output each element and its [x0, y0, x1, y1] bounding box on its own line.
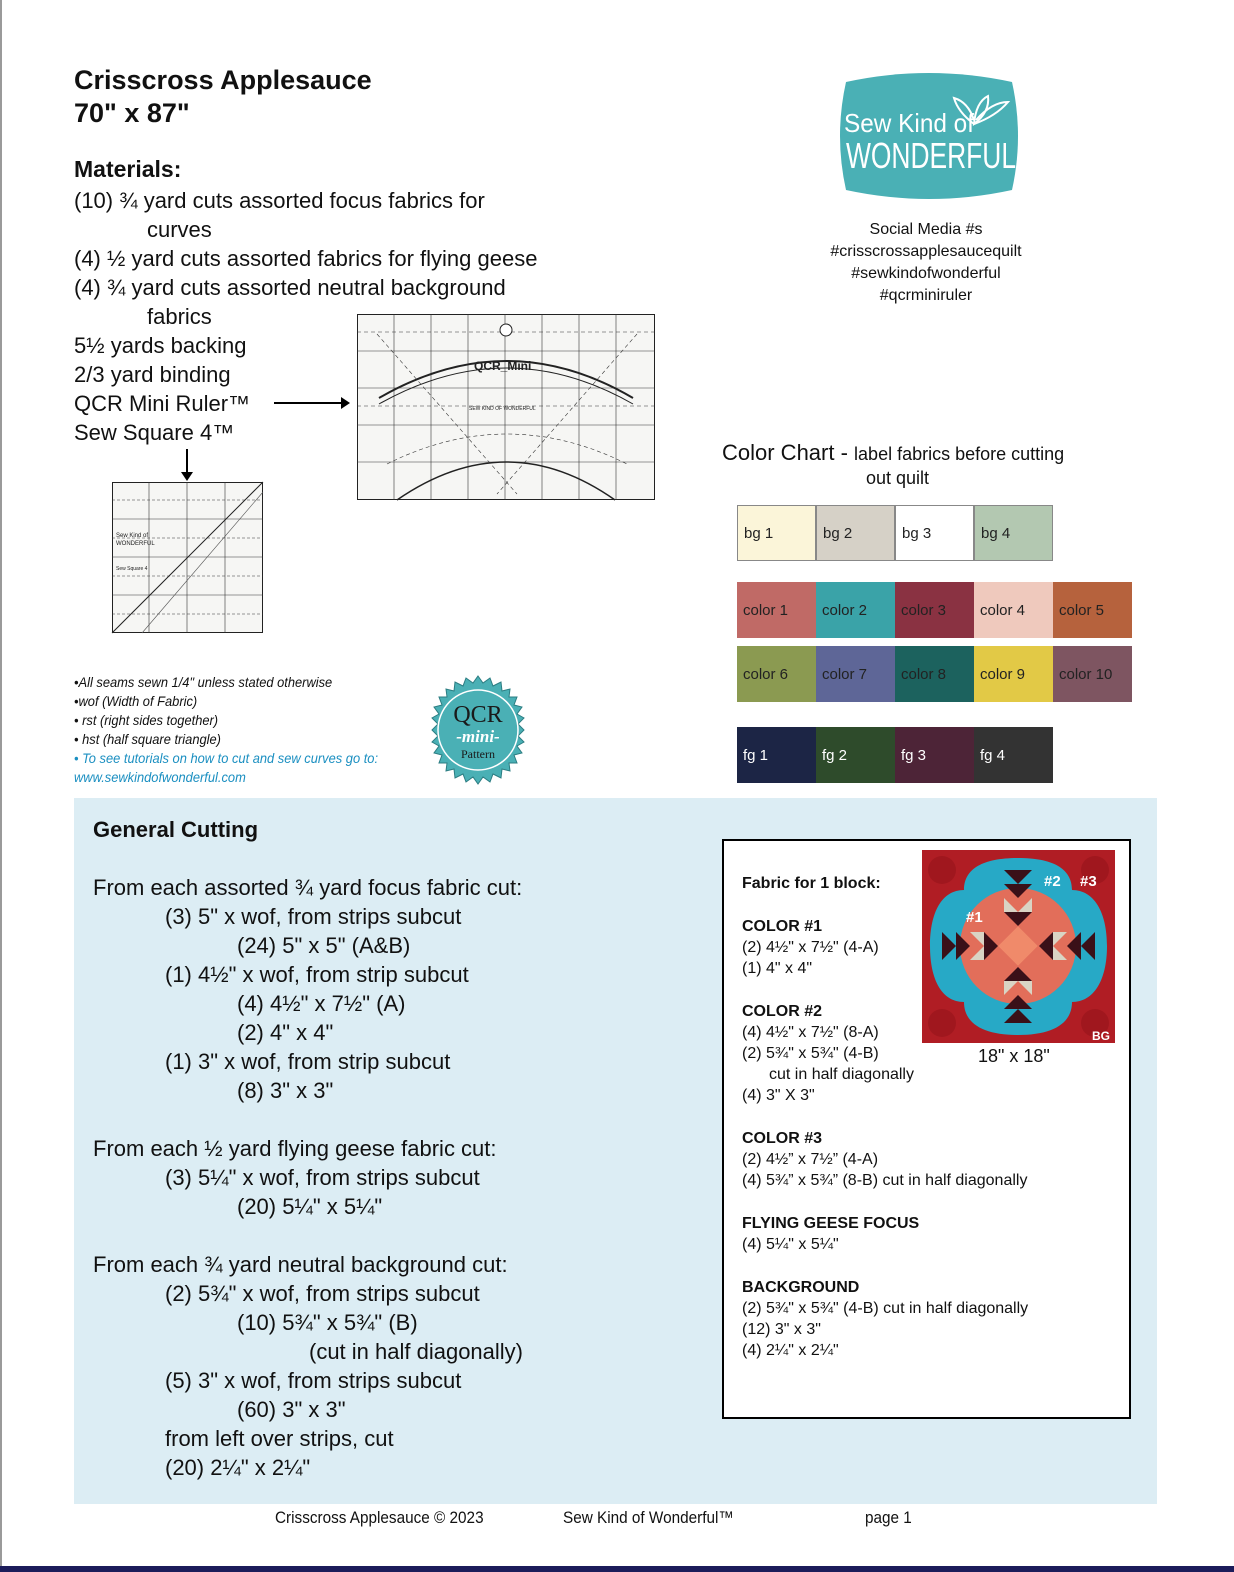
materials-heading: Materials: [74, 156, 182, 182]
block-section-title: COLOR #3 [742, 1130, 823, 1147]
materials-item: (10) ¾ yard cuts assorted focus fabrics for [74, 188, 485, 213]
block-section-title: FLYING GEESE FOCUS [742, 1215, 920, 1232]
hashtag: #crisscrossapplesaucequilt [830, 243, 1022, 260]
page-border-bottom [0, 1566, 1234, 1572]
hashtag: #qcrminiruler [879, 287, 973, 304]
cutting-line: (1) 4½" x wof, from strip subcut [165, 962, 469, 987]
badge-line3: Pattern [461, 747, 495, 761]
materials-item: QCR Mini Ruler™ [74, 391, 251, 416]
arrow-right-icon [274, 402, 346, 404]
spacer [93, 1221, 713, 1250]
color-swatch: bg 2 [816, 505, 895, 561]
block-section-title: BACKGROUND [742, 1279, 860, 1296]
color-swatch: color 6 [737, 646, 816, 702]
color-swatch: color 8 [895, 646, 974, 702]
color-chart-title [722, 440, 1064, 466]
spacer [93, 1105, 713, 1134]
spacer [742, 1255, 1122, 1277]
cutting-line: (20) 2¼" x 2¼" [165, 1455, 311, 1480]
badge-line2: -mini- [456, 727, 500, 746]
cutting-line: (10) 5¾" x 5¾" (B) [237, 1310, 418, 1335]
block-cut-line: (2) 5¾" x 5¾" (4-B) [742, 1045, 879, 1062]
color-swatch: color 10 [1053, 646, 1132, 702]
footer-copyright: Crisscross Applesauce © 2023 [275, 1508, 484, 1527]
block-cut-line: (2) 4½” x 7½” (4-A) [742, 1151, 879, 1168]
color-chart-heading: Color Chart - [722, 440, 855, 465]
color-swatch: bg 4 [974, 505, 1053, 561]
cutting-line: (3) 5" x wof, from strips subcut [165, 904, 462, 929]
cutting-line: (2) 5¾" x wof, from strips subcut [165, 1281, 480, 1306]
materials-item: fabrics [147, 304, 212, 329]
badge-line1: QCR [453, 702, 503, 728]
color-swatch: color 1 [737, 582, 816, 638]
footer-brand: Sew Kind of Wonderful™ [563, 1508, 734, 1527]
tutorial-note: • To see tutorials on how to cut and sew curves go to: [74, 750, 379, 766]
quilt-block-image [922, 850, 1115, 1043]
cutting-line: (24) 5" x 5" (A&B) [237, 933, 411, 958]
social-heading: Social Media #s [869, 221, 983, 238]
color-swatch: bg 1 [737, 505, 816, 561]
arrow-down-icon [186, 449, 188, 475]
block-section-title: COLOR #1 [742, 918, 823, 935]
qcr-mini-pattern-badge [424, 676, 532, 784]
page-border [0, 0, 2, 1572]
color-swatch: color 7 [816, 646, 895, 702]
block-size: 18" x 18" [978, 1046, 1050, 1066]
color-swatch: color 4 [974, 582, 1053, 638]
color-chart-subtitle: label fabrics before cutting [854, 444, 1065, 464]
block-heading: Fabric for 1 block: [742, 875, 881, 892]
note-item: • hst (half square triangle) [74, 731, 221, 747]
tutorial-link[interactable]: www.sewkindofwonderful.com [74, 769, 246, 785]
cutting-line: (3) 5¼" x wof, from strips subcut [165, 1165, 480, 1190]
materials-item: Sew Square 4™ [74, 420, 235, 445]
color-swatch: fg 4 [974, 727, 1053, 783]
materials-item: (4) ¾ yard cuts assorted neutral background [74, 275, 506, 300]
color-swatch: bg 3 [895, 505, 974, 561]
logo-line2: WONDERFUL [846, 135, 1016, 176]
pattern-name: Crisscross Applesauce [74, 65, 372, 95]
color-swatch: color 5 [1053, 582, 1132, 638]
block-cut-line: (4) 5¾” x 5¾” (8-B) cut in half diagonally [742, 1172, 1028, 1189]
general-cutting-list [93, 873, 713, 1482]
color-chart-subtitle-2: out quilt [866, 468, 930, 488]
block-label-1: #1 [966, 909, 983, 926]
block-cut-line: (4) 2¼" x 2¼" [742, 1342, 839, 1359]
color-swatch: color 9 [974, 646, 1053, 702]
note-item: •All seams sewn 1/4" unless stated otherwise [74, 674, 333, 690]
note-item: •wof (Width of Fabric) [74, 693, 198, 709]
cutting-group-heading: From each ½ yard flying geese fabric cut: [93, 1136, 497, 1161]
cutting-line: (2) 4" x 4" [237, 1020, 334, 1045]
notes [74, 673, 387, 787]
cutting-line: from left over strips, cut [165, 1426, 394, 1451]
block-label-3: #3 [1080, 873, 1097, 890]
ruler-brand: SEW KIND OF WONDERFUL [469, 406, 536, 412]
cutting-line: (1) 3" x wof, from strip subcut [165, 1049, 451, 1074]
footer-page-number: page 1 [865, 1508, 912, 1527]
pattern-size: 70" x 87" [74, 98, 190, 128]
materials-item: (4) ½ yard cuts assorted fabrics for flying geese [74, 246, 538, 271]
sew-square-ruler-image [112, 482, 263, 633]
pattern-title [74, 64, 372, 130]
block-cut-line: (4) 3" X 3" [742, 1087, 815, 1104]
logo-line1: Sew Kind of [844, 108, 975, 138]
general-cutting-heading: General Cutting [93, 817, 259, 842]
color-swatch: color 2 [816, 582, 895, 638]
sew-kind-of-wonderful-logo [836, 72, 1022, 200]
cutting-group-heading: From each ¾ yard neutral background cut: [93, 1252, 508, 1277]
spacer [742, 1106, 1122, 1128]
block-cut-line: cut in half diagonally [769, 1066, 914, 1083]
cutting-group-heading: From each assorted ¾ yard focus fabric cut: [93, 875, 523, 900]
materials-item: curves [147, 217, 212, 242]
ruler-label: QCR_Mini [474, 359, 532, 373]
hashtag: #sewkindofwonderful [851, 265, 1001, 282]
note-item: • rst (right sides together) [74, 712, 219, 728]
social-media-tags [796, 219, 1056, 307]
cutting-line: (5) 3" x wof, from strips subcut [165, 1368, 462, 1393]
block-cut-line: (12) 3" x 3" [742, 1321, 821, 1338]
color-swatch: fg 3 [895, 727, 974, 783]
block-cut-line: (4) 5¼" x 5¼" [742, 1236, 839, 1253]
square-ruler-brand: Sew Kind of [116, 533, 149, 539]
cutting-line: (60) 3" x 3" [237, 1397, 346, 1422]
square-ruler-name: Sew Square 4 [116, 566, 148, 572]
block-cut-line: (4) 4½" x 7½" (8-A) [742, 1024, 879, 1041]
cutting-line: (20) 5¼" x 5¼" [237, 1194, 383, 1219]
block-cut-line: (2) 4½" x 7½" (4-A) [742, 939, 879, 956]
color-swatch: fg 1 [737, 727, 816, 783]
block-section-title: COLOR #2 [742, 1003, 823, 1020]
cutting-line: (8) 3" x 3" [237, 1078, 334, 1103]
spacer [742, 1191, 1122, 1213]
block-cut-line: (2) 5¾" x 5¾" (4-B) cut in half diagonally [742, 1300, 1029, 1317]
color-swatch: fg 2 [816, 727, 895, 783]
block-label-2: #2 [1044, 873, 1061, 890]
materials-item: 5½ yards backing [74, 333, 247, 358]
block-label-bg: BG [1092, 1029, 1110, 1043]
materials-item: 2/3 yard binding [74, 362, 231, 387]
color-swatch: color 3 [895, 582, 974, 638]
square-ruler-brand2: WONDERFUL [116, 541, 155, 547]
cutting-line: (cut in half diagonally) [309, 1339, 524, 1364]
qcr-mini-ruler-image [357, 314, 655, 500]
cutting-line: (4) 4½" x 7½" (A) [237, 991, 406, 1016]
block-cut-line: (1) 4" x 4" [742, 960, 813, 977]
